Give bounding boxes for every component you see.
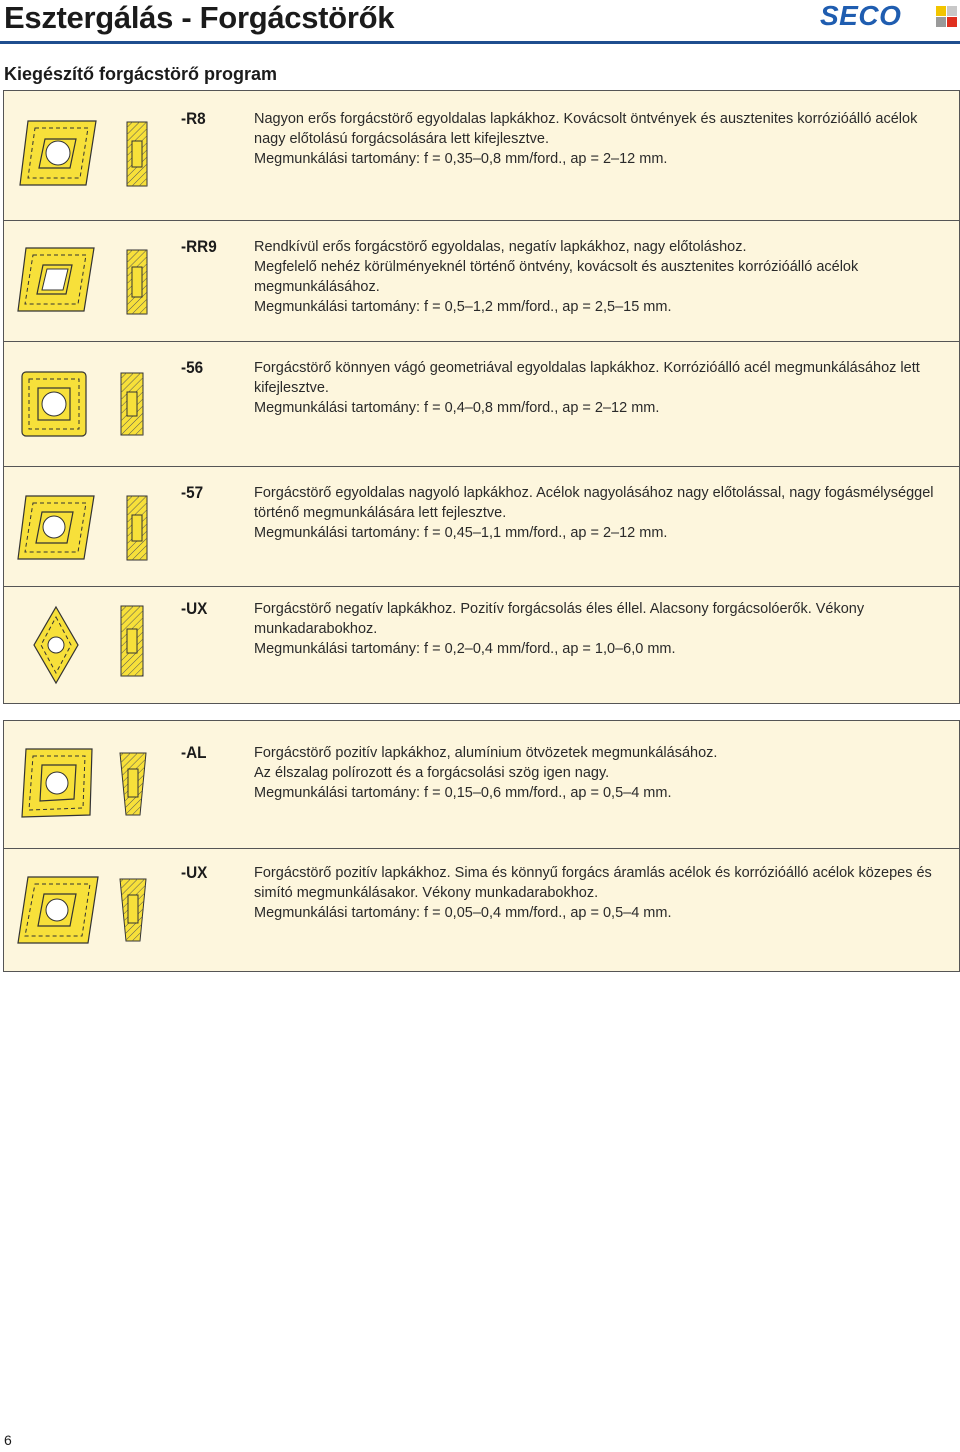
insert-description — [254, 863, 954, 923]
insert-description — [254, 358, 954, 418]
insert-code: -UX — [181, 863, 208, 882]
desc-line: Forgácstörő pozitív lapkákhoz. Sima és könnyű forgács áramlás acélok és korrózióálló acélok közepes és — [254, 865, 932, 881]
desc-line: történő megmunkálására lett fejlesztve. — [254, 505, 507, 521]
insert-row — [4, 849, 959, 971]
positive-rhombic-insert-icon — [16, 875, 100, 945]
seco-logo — [820, 0, 960, 32]
desc-line: nagy előtolású forgácsolására lett kifejlesztve. — [254, 131, 549, 147]
desc-line: Rendkívül erős forgácstörő egyoldalas, negatív lapkákhoz, nagy előtoláshoz. — [254, 239, 747, 255]
desc-line: kifejlesztve. — [254, 380, 329, 396]
desc-line: Forgácstörő pozitív lapkákhoz, alumínium ötvözetek megmunkálásához. — [254, 745, 718, 761]
insert-side-view-icon — [126, 121, 148, 187]
insert-code: -R8 — [181, 109, 206, 128]
desc-line: Megmunkálási tartomány: f = 0,4–0,8 mm/ford., ap = 2–12 mm. — [254, 400, 660, 416]
insert-description — [254, 109, 954, 169]
insert-description — [254, 743, 954, 803]
insert-row — [4, 587, 959, 703]
desc-line: Megmunkálási tartomány: f = 0,45–1,1 mm/ford., ap = 2–12 mm. — [254, 525, 668, 541]
desc-line: Megmunkálási tartomány: f = 0,15–0,6 mm/ford., ap = 0,5–4 mm. — [254, 785, 672, 801]
desc-line: Megmunkálási tartomány: f = 0,05–0,4 mm/ford., ap = 0,5–4 mm. — [254, 905, 672, 921]
insert-row — [4, 342, 959, 467]
insert-panel-negative — [3, 90, 960, 704]
title-rule — [0, 41, 960, 44]
desc-line: Forgácstörő negatív lapkákhoz. Pozitív forgácsolás éles éllel. Alacsony forgácsolóerők. Vékony — [254, 601, 865, 617]
rhombic-insert-icon — [16, 493, 96, 563]
insert-description — [254, 237, 954, 317]
positive-side-view-icon — [118, 877, 148, 943]
insert-side-view-icon — [126, 495, 148, 561]
desc-line: Nagyon erős forgácstörő egyoldalas lapkákhoz. Kovácsolt öntvények és ausztenites korrózióálló acélok — [254, 111, 918, 127]
desc-line: Megmunkálási tartomány: f = 0,5–1,2 mm/ford., ap = 2,5–15 mm. — [254, 299, 672, 315]
page-title: Esztergálás - Forgácstörők — [4, 0, 395, 35]
rhombic-insert-icon — [16, 245, 96, 315]
positive-side-view-icon — [118, 751, 148, 817]
positive-square-insert-icon — [20, 747, 96, 819]
desc-line: Forgácstörő könnyen vágó geometriával egyoldalas lapkákhoz. Korrózióálló acél megmunkálásához lett — [254, 360, 920, 376]
desc-line: simító megmunkálásakor. Vékony munkadarabokhoz. — [254, 885, 599, 901]
desc-line: Az élszalag polírozott és a forgácsolási szög igen nagy. — [254, 765, 610, 781]
page-number: 6 — [4, 1432, 12, 1448]
insert-side-view-icon — [120, 605, 144, 677]
insert-row — [4, 467, 959, 587]
desc-line: Megmunkálási tartomány: f = 0,2–0,4 mm/ford., ap = 1,0–6,0 mm. — [254, 641, 676, 657]
cnmg-insert-icon — [18, 117, 98, 189]
insert-description — [254, 483, 954, 543]
desc-line: Megmunkálási tartomány: f = 0,35–0,8 mm/ford., ap = 2–12 mm. — [254, 151, 668, 167]
insert-code: -AL — [181, 743, 207, 762]
insert-side-view-icon — [120, 372, 144, 436]
desc-line: megmunkálásához. — [254, 279, 380, 295]
insert-side-view-icon — [126, 249, 148, 315]
square-insert-icon — [20, 370, 88, 438]
logo-squares-icon — [936, 6, 958, 28]
desc-line: munkadarabokhoz. — [254, 621, 378, 637]
page-header — [0, 0, 960, 48]
insert-description — [254, 599, 954, 659]
desc-line: Megfelelő nehéz körülményeknél történő öntvény, kovácsolt és ausztenites korrózióálló acélok — [254, 259, 859, 275]
insert-row — [4, 721, 959, 849]
insert-row — [4, 91, 959, 221]
desc-line: Forgácstörő egyoldalas nagyoló lapkákhoz. Acélok nagyolásához nagy előtolással, nagy fogásmélységgel — [254, 485, 934, 501]
insert-code: -RR9 — [181, 237, 217, 256]
section-title: Kiegészítő forgácstörő program — [4, 64, 278, 84]
insert-panel-positive — [3, 720, 960, 972]
diamond-insert-icon — [32, 605, 80, 685]
insert-code: -57 — [181, 483, 204, 502]
logo-text: SECO — [820, 0, 902, 31]
insert-code: -56 — [181, 358, 204, 377]
insert-code: -UX — [181, 599, 208, 618]
insert-row — [4, 221, 959, 342]
